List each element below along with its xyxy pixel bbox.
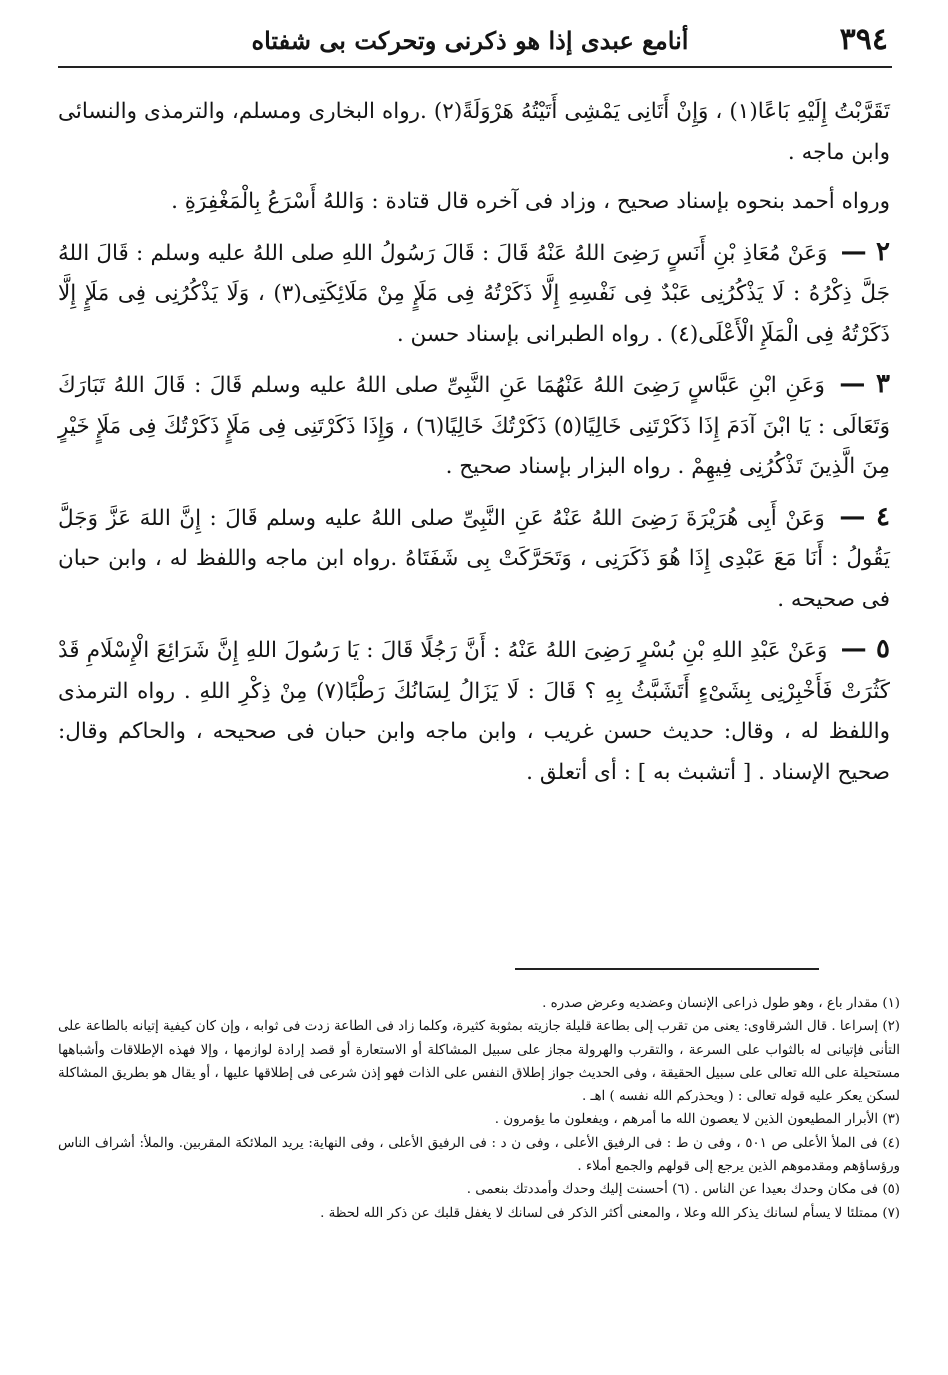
footnote: (٤) فى الملأ الأعلى ص ٥٠١ ، وفى ن ط : فى الرفيق الأعلى ، وفى ن د : فى الرفيق الأعلى ، وفى النهاية: يريد الملائكة المقربين. والملأ: أشراف الناس ورؤساؤهم ومقدموهم الذين يرجع إلى قولهم والجمع أملاء . — [58, 1135, 900, 1175]
hadith-5 — [58, 629, 890, 793]
paragraph-text: وَعَنِ ابْنِ عَبَّاسٍ رَضِىَ اللهُ عَنْهُمَا عَنِ النَّبِىِّ صلى اللهُ عليه وسلم قَالَ : قَالَ اللهُ تَبَارَكَ وَتَعَالَى : يَا ابْنَ آدَمَ إِذَا ذَكَرْتَنِى خَالِيًا(٥) ذَكَرْتُكَ خَالِيًا(٦) ، وَإِذَا ذَكَرْتَنِى فِى مَلَإٍ ذَكَرْتُكَ فِى مَلَإٍ خَيْرٍ مِنَ الَّذِينَ تَذْكُرُنِى فِيهِمْ . رواه البزار بإسناد صحيح . — [58, 373, 890, 479]
footnotes — [58, 992, 900, 1225]
main-text — [58, 92, 890, 802]
paragraph-text: وَعَنْ عَبْدِ اللهِ بْنِ بُسْرٍ رَضِىَ اللهُ عَنْهُ : أَنَّ رَجُلًا قَالَ : يَا رَسُولَ اللهِ إِنَّ شَرَائِعَ الْإِسْلَامِ قَدْ كَثُرَتْ فَأَخْبِرْنِى بِشَىْءٍ أَتَشَبَّثُ بِهِ ؟ قَالَ : لَا يَزَالُ لِسَانُكَ رَطْبًا(٧) مِنْ ذِكْرِ اللهِ . رواه الترمذى واللفظ له ، وقال: حديث حسن غريب ، وابن ماجه وابن حبان فى صحيحه ، والحاكم وقال: صحيح الإسناد . [ أتشبث به ] : أى أتعلق . — [58, 638, 890, 785]
hadith-2 — [58, 232, 890, 356]
paragraph-text: تَقَرَّبْتُ إِلَيْهِ بَاعًا(١) ، وَإِنْ أَتَانِى يَمْشِى أَتَيْتُهُ هَرْوَلَةً(٢) .رواه البخارى ومسلم، والترمذى والنسائى وابن ماجه . — [58, 99, 890, 165]
hadith-number: ٣ — — [839, 369, 890, 399]
hadith-3 — [58, 364, 890, 488]
hadith-number: ٥ — — [840, 634, 890, 664]
footnote: (١) مقدار باع ، وهو طول ذراعى الإنسان وعضديه وعرض صدره . — [542, 996, 900, 1011]
footnote-separator — [515, 968, 819, 970]
hadith-number: ٢ — — [840, 236, 890, 267]
page-header — [58, 14, 892, 66]
hadith-4 — [58, 497, 890, 621]
paragraph-text: وَعَنْ أَبِى هُرَيْرَةَ رَضِىَ اللهُ عَنْهُ عَنِ النَّبِىِّ صلى اللهُ عليه وسلم قَالَ : إِنَّ اللهَ عَزَّ وَجَلَّ يَقُولُ : أَنَا مَعَ عَبْدِى إِذَا هُوَ ذَكَرَنِى ، وَتَحَرَّكَتْ بِى شَفَتَاهُ .رواه ابن ماجه واللفظ له ، وابن حبان فى صحيحه . — [58, 505, 890, 612]
paragraph-text: ورواه أحمد بنحوه بإسناد صحيح ، وزاد فى آخره قال قتادة : وَاللهُ أَسْرَعُ بِالْمَغْفِرَةِ . — [171, 189, 890, 214]
header-rule — [58, 66, 892, 68]
running-title: أنامع عبدى إذا هو ذكرنى وتحركت بى شفتاه — [251, 26, 689, 55]
paragraph-text: وَعَنْ مُعَاذِ بْنِ أَنَسٍ رَضِىَ اللهُ عَنْهُ قَالَ : قَالَ رَسُولُ اللهِ صلى اللهُ عليه وسلم : قَالَ اللهُ جَلَّ ذِكْرُهُ : لَا يَذْكُرُنِى عَبْدٌ فِى نَفْسِهِ إِلَّا ذَكَرْتُهُ فِى مَلَإٍ مِنْ مَلَائِكَتِى(٣) ، وَلَا يَذْكُرُنِى فِى مَلَإٍ إِلَّا ذَكَرْتُهُ فِى الْمَلَإِ الْأَعْلَى(٤) . رواه الطبرانى بإسناد حسن . — [58, 240, 891, 347]
hadith-continuation — [58, 92, 890, 173]
footnote: (٢) إسراعا . قال الشرقاوى: يعنى من تقرب إلى بطاعة قليلة جازيته بمثوبة كثيرة، وكلما زاد فى الطاعة زدت فى ثوابه ، وإن كان كيفية إتيانه بالطاعة على التأنى فإتيانى له بالثواب على السرعة ، والتقرب والهرولة مجاز على سبيل المشاكلة أو الاستعارة أو قصد إرادة لوازمها ، وإلا فهذه الإطلاقات وأشباهها مستحيلة على الله تعالى على سبيل الحقيقة ، وفى الحديث جواز إطلاق النفس على الذات فهو إذن شرعى فى إطلاقها عليها ، أو يقال هو بطريق المشاكلة لسكن يعكر عليه قوله تعالى : ( ويحذركم الله نفسه ) اهـ . — [58, 1019, 900, 1105]
hadith-number: ٤ — — [839, 501, 890, 532]
page-number: ٣٩٤ — [839, 22, 888, 57]
hadith-variant-note — [58, 182, 890, 223]
footnote: (٧) ممتلئا لا يسأم لسانك يذكر الله وعلا ، والمعنى أكثر الذكر فى لسانك لا يغفل قلبك عن ذكر الله لحظة . — [320, 1205, 900, 1221]
footnote: (٥) فى مكان وحدك بعيدا عن الناس . (٦) أحسنت إليك وحدك وأمددتك بنعمى . — [466, 1182, 900, 1198]
footnote: (٣) الأبرار المطيعون الذين لا يعصون الله ما أمرهم ، ويفعلون ما يؤمرون . — [494, 1112, 900, 1128]
